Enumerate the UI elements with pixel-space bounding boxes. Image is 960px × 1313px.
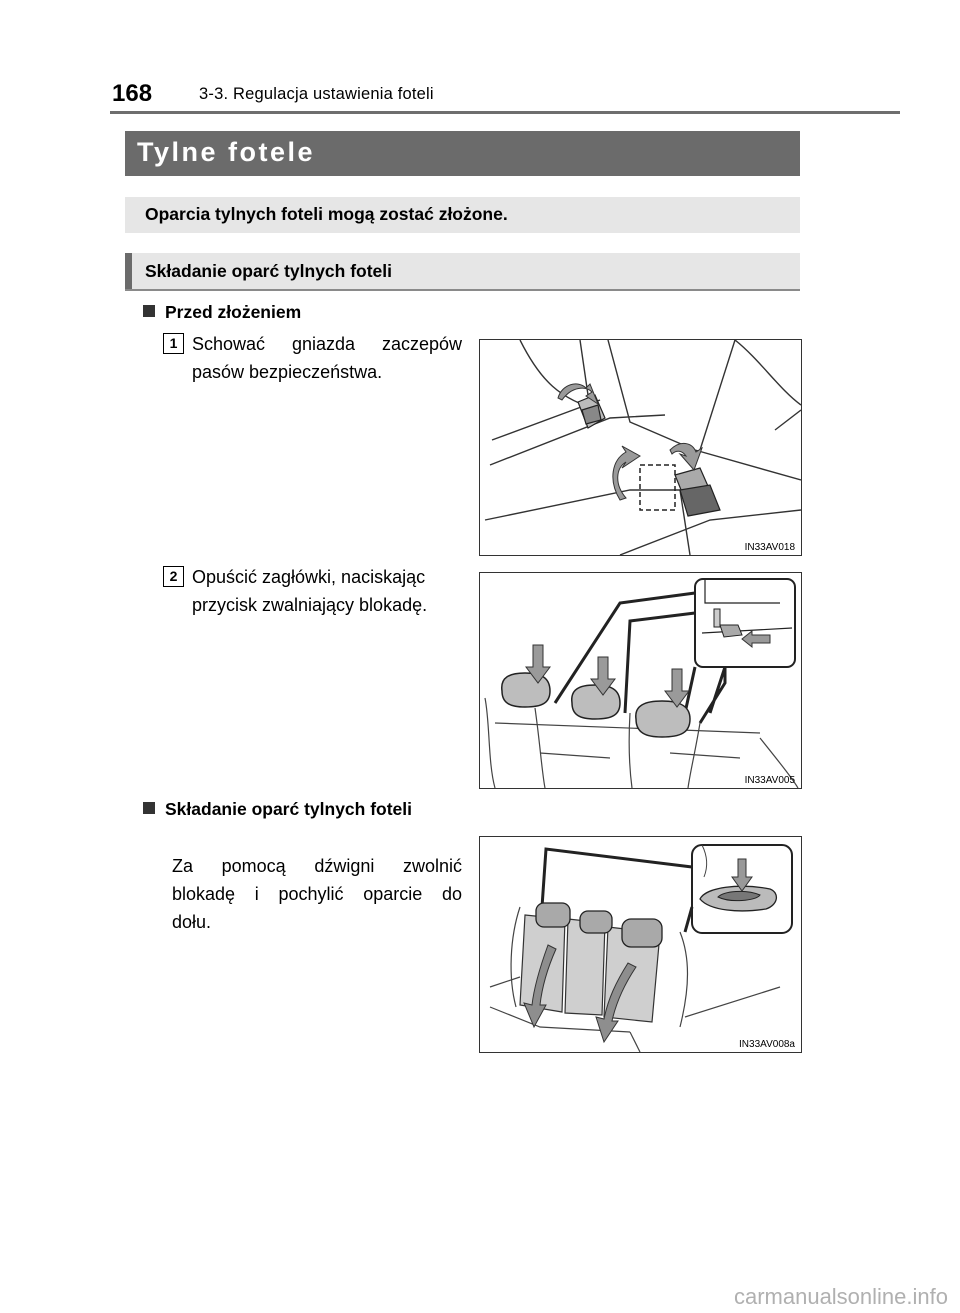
step-2-text: [192, 563, 467, 619]
fold-seatback-illustration: [480, 837, 801, 1052]
subsection-heading-before: [143, 302, 301, 323]
subsection-heading-folding: [143, 799, 412, 820]
chapter-title-bar: [125, 131, 800, 176]
step-2-line-1: Opuścić zagłówki, naciskając: [192, 567, 426, 587]
section-title: Składanie oparć tylnych foteli: [145, 261, 393, 281]
step-1-line-1: Schować gniazda zaczepów: [192, 334, 462, 354]
figure-headrests: [479, 572, 802, 789]
step-number-1: 1: [163, 333, 184, 354]
square-bullet-icon: [143, 802, 155, 814]
subsection-heading-text: Składanie oparć tylnych foteli: [165, 799, 413, 819]
chapter-title: Tylne fotele: [137, 137, 316, 167]
figure-fold-seatback: [479, 836, 802, 1053]
figure-code-2: IN33AV005: [744, 775, 795, 786]
square-bullet-icon: [143, 305, 155, 317]
step-1-text: [192, 330, 462, 358]
running-title: 3-3. Regulacja ustawienia foteli: [199, 85, 434, 103]
folding-instruction: [172, 852, 462, 936]
section-bar: [125, 253, 800, 291]
section-accent: [125, 253, 132, 289]
step-1-line-2: pasów bezpieczeństwa.: [192, 362, 383, 382]
header-rule: [110, 111, 900, 114]
subsection-heading-text: Przed złożeniem: [165, 302, 302, 322]
page-number: 168: [112, 80, 153, 107]
headrest-illustration: [480, 573, 801, 788]
figure-code-3: IN33AV008a: [739, 1039, 795, 1050]
summary-text: Oparcia tylnych foteli mogą zostać złożone.: [145, 204, 508, 224]
step-2-line-2: przycisk zwalniający blokadę.: [192, 595, 428, 615]
step-number-2: 2: [163, 566, 184, 587]
folding-line-2: blokadę i pochylić oparcie do: [172, 884, 462, 904]
watermark-text: carmanualsonline.info: [733, 1284, 948, 1309]
folding-line-3: dołu.: [172, 912, 212, 932]
figure-code-1: IN33AV018: [744, 542, 795, 553]
step-1-text-line2: [192, 358, 462, 386]
figure-seatbelt-buckles: [479, 339, 802, 556]
folding-line-1: Za pomocą dźwigni zwolnić: [172, 856, 462, 876]
summary-bar: [125, 197, 800, 233]
seatbelt-buckle-illustration: [480, 340, 801, 555]
